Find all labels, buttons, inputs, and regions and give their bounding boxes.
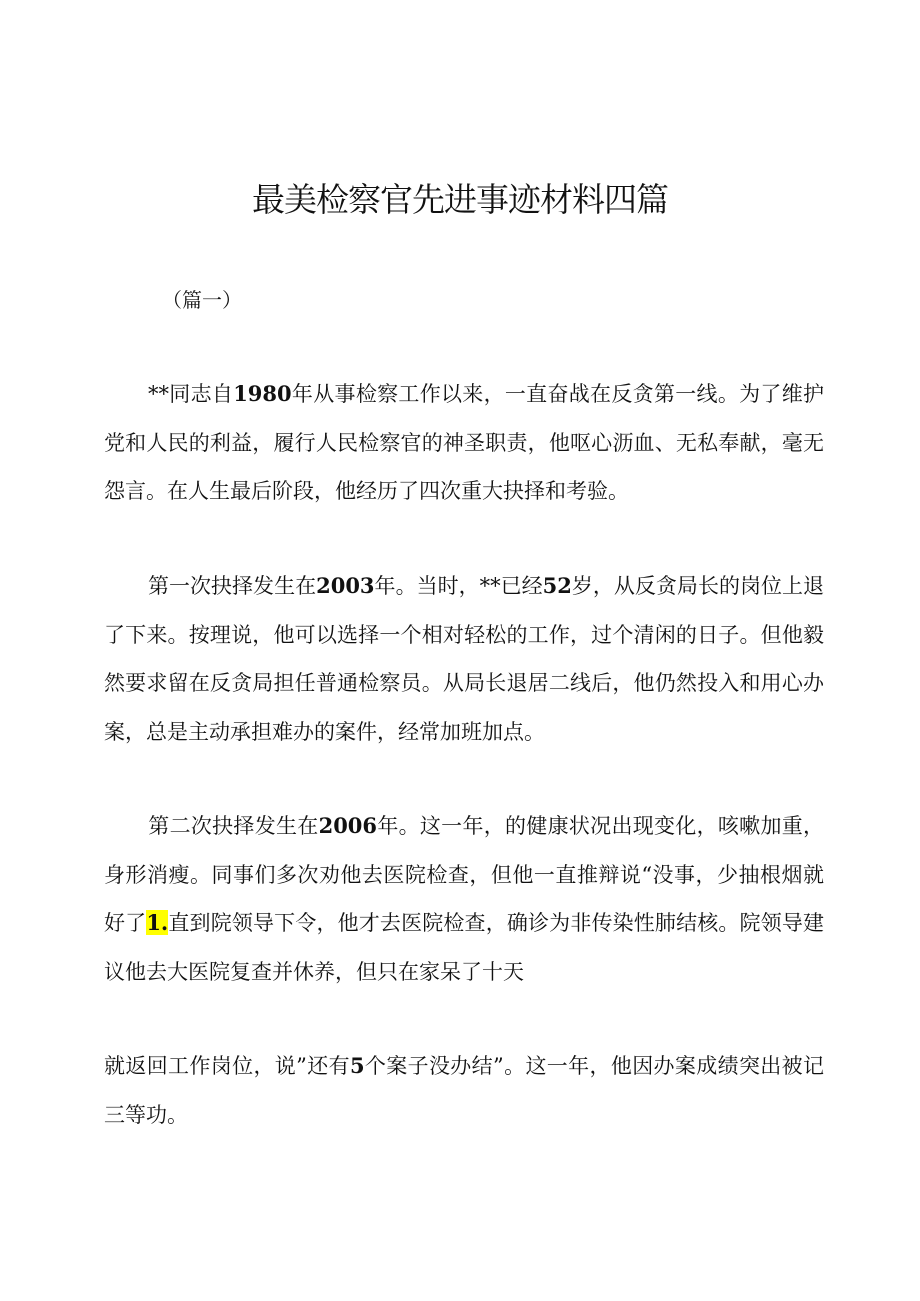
p1-text-2: 年从事检察工作以来，一直奋战在反贪第一线。为了维护党和人民的利益，履行人民检察官的神圣职责，他呕心沥血、无私奉献，毫无怨言。在人生最后阶段，他经历了四次重大抉择和考验。 [104,382,825,503]
paragraph-2 [104,562,824,756]
p2-year: 2003 [316,573,375,598]
paragraph-1 [104,370,824,516]
p4-count: 5 [349,1053,365,1078]
p3-text-1: 第二次抉择发生在 [148,814,319,838]
p3-text-2: 年。这一年，的健康状况出现变化，咳嗽加重，身形消瘦。同事们多次劝他去医院检查，但他一直推辩说“没事，少抽根烟就好了 [104,814,825,935]
paragraph-3 [104,802,824,996]
p4-text-2: 个案子没办结”。这一年，他因办案成绩突出被记三等功。 [104,1054,824,1127]
p3-text-3: 直到院领导下令，他才去医院检查，确诊为非传染性肺结核。院领导建议他去大医院复查并休养，但只在家呆了十天 [104,911,825,984]
section-label: （篇一） [162,288,242,312]
p2-text-2: 年。当时，**已经 [374,574,543,598]
paragraph-4 [104,1042,824,1139]
p2-text-3: 岁，从反贪局长的岗位上退了下来。按理说，他可以选择一个相对轻松的工作，过个清闲的日子。但他毅然要求留在反贪局担任普通检察员。从局长退居二线后，他仍然投入和用心办案，总是主动承担难办的案件，经常加班加点。 [104,574,824,744]
highlighted-marker: 1. [146,910,169,935]
p2-text-1: 第一次抉择发生在 [148,574,317,598]
p1-year: 1980 [233,381,292,406]
p2-age: 52 [542,573,572,598]
document-title: 最美检察官先进事迹材料四篇 [252,180,668,219]
p1-text-1: **同志自 [148,382,234,406]
p4-text-1: 就返回工作岗位，说”还有 [104,1054,350,1078]
p3-year: 2006 [318,813,378,838]
